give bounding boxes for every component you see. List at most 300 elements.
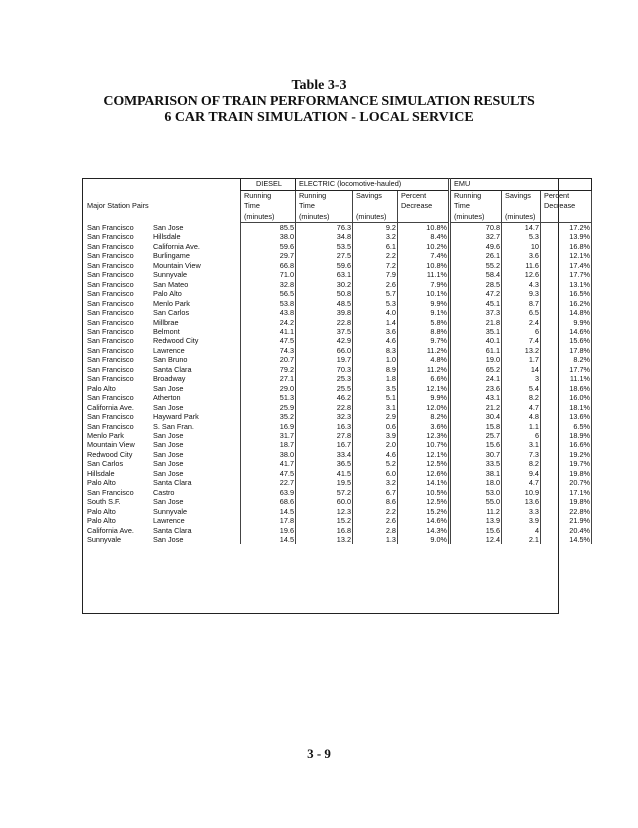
electric-savings: 3.9 [353, 431, 398, 440]
from-station: California Ave. [87, 402, 134, 412]
emu-savings: 1.7 [502, 355, 541, 364]
electric-running-time: 60.0 [296, 497, 353, 506]
electric-running-time: 76.3 [296, 223, 353, 233]
electric-percent-decrease: 10.8% [398, 223, 450, 233]
to-station: San Jose [153, 402, 184, 412]
diesel-running-time: 66.8 [241, 261, 296, 270]
electric-savings: 3.5 [353, 384, 398, 393]
emu-percent-decrease: 6.5% [541, 422, 592, 431]
electric-savings: 5.1 [353, 393, 398, 402]
emu-running-time: 70.8 [450, 223, 502, 233]
emu-time-header: Time [450, 201, 502, 212]
to-station: S. San Fran. [153, 421, 194, 431]
electric-percent-decrease: 10.5% [398, 488, 450, 497]
emu-percent-decrease: 11.1% [541, 374, 592, 383]
emu-savings: 13.6 [502, 497, 541, 506]
from-station: Redwood City [87, 449, 133, 459]
table-title: COMPARISON OF TRAIN PERFORMANCE SIMULATION RESULTS [103, 94, 535, 109]
electric-running-time: 27.5 [296, 251, 353, 260]
from-station: San Francisco [87, 232, 134, 242]
electric-percent-decrease: 3.6% [398, 422, 450, 431]
electric-running-time: 34.8 [296, 232, 353, 241]
electric-percent-decrease: 12.5% [398, 459, 450, 468]
electric-running-time: 25.3 [296, 374, 353, 383]
emu-running-time: 61.1 [450, 346, 502, 355]
diesel-running-time: 38.0 [241, 232, 296, 241]
emu-savings: 2.4 [502, 318, 541, 327]
emu-percent-decrease: 12.1% [541, 251, 592, 260]
to-station: Mountain View [153, 260, 201, 270]
diesel-running-time: 85.5 [241, 223, 296, 233]
electric-percent-decrease: 14.6% [398, 516, 450, 525]
emu-running-time: 55.2 [450, 261, 502, 270]
electric-running-time: 46.2 [296, 393, 353, 402]
diesel-running-time: 38.0 [241, 450, 296, 459]
table-row [86, 308, 592, 317]
electric-running-time: 63.1 [296, 270, 353, 279]
emu-running-time: 26.1 [450, 251, 502, 260]
emu-running-time: 21.2 [450, 403, 502, 412]
emu-running-time: 49.6 [450, 242, 502, 251]
from-station: San Francisco [87, 393, 134, 403]
electric-percent-decrease: 12.0% [398, 403, 450, 412]
emu-running-time: 28.5 [450, 280, 502, 289]
electric-savings: 7.9 [353, 270, 398, 279]
electric-savings: 6.0 [353, 469, 398, 478]
emu-savings: 8.2 [502, 459, 541, 468]
emu-percent-decrease: 17.2% [541, 223, 592, 233]
station-pairs-header: Major Station Pairs [87, 201, 149, 210]
to-station: Lawrence [153, 516, 185, 526]
electric-savings-header: Savings [353, 190, 398, 201]
diesel-minutes-header: (minutes) [241, 212, 296, 223]
electric-running-time: 50.8 [296, 289, 353, 298]
table-number: Table 3-3 [291, 78, 347, 93]
to-station: Castro [153, 487, 175, 497]
emu-savings: 11.6 [502, 261, 541, 270]
emu-percent-decrease: 8.2% [541, 355, 592, 364]
emu-savings: 7.3 [502, 450, 541, 459]
emu-savings: 12.6 [502, 270, 541, 279]
electric-running-time: 16.3 [296, 422, 353, 431]
table-row [86, 488, 592, 497]
electric-percent-decrease: 10.2% [398, 242, 450, 251]
electric-savings: 2.9 [353, 412, 398, 421]
emu-savings: 4.7 [502, 478, 541, 487]
table-row [86, 365, 592, 374]
diesel-running-time: 43.8 [241, 308, 296, 317]
electric-savings: 4.6 [353, 336, 398, 345]
emu-running-time: 43.1 [450, 393, 502, 402]
to-station: Millbrae [153, 317, 179, 327]
electric-savings: 5.2 [353, 459, 398, 468]
electric-percent-header: Percent [398, 190, 450, 201]
electric-decrease-header: Decrease [398, 201, 450, 212]
diesel-running-time: 74.3 [241, 346, 296, 355]
electric-running-time: 13.2 [296, 535, 353, 544]
table-row [86, 280, 592, 289]
to-station: San Jose [153, 440, 184, 450]
to-station: Belmont [153, 326, 180, 336]
emu-percent-decrease: 13.6% [541, 412, 592, 421]
emu-savings: 4 [502, 526, 541, 535]
diesel-running-time: 24.2 [241, 318, 296, 327]
diesel-running-time: 22.7 [241, 478, 296, 487]
diesel-running-time: 35.2 [241, 412, 296, 421]
electric-percent-decrease: 11.2% [398, 346, 450, 355]
from-station: San Carlos [87, 459, 124, 469]
diesel-running-time: 14.5 [241, 507, 296, 516]
emu-running-time: 24.1 [450, 374, 502, 383]
emu-running-time: 23.6 [450, 384, 502, 393]
table-row [86, 469, 592, 478]
table-row [86, 516, 592, 525]
diesel-running-time: 47.5 [241, 336, 296, 345]
table-row [86, 242, 592, 251]
electric-percent-decrease: 9.9% [398, 299, 450, 308]
emu-percent-decrease: 17.8% [541, 346, 592, 355]
electric-savings: 3.1 [353, 403, 398, 412]
emu-running-time: 33.5 [450, 459, 502, 468]
emu-percent-decrease: 16.6% [541, 440, 592, 449]
emu-savings: 4.8 [502, 412, 541, 421]
electric-running-time: 30.2 [296, 280, 353, 289]
emu-running-time: 15.6 [450, 440, 502, 449]
electric-percent-decrease: 8.8% [398, 327, 450, 336]
emu-percent-decrease: 13.9% [541, 232, 592, 241]
emu-running-time: 21.8 [450, 318, 502, 327]
table-row [86, 478, 592, 487]
table-row [86, 403, 592, 412]
electric-percent-decrease: 12.3% [398, 431, 450, 440]
electric-savings: 6.7 [353, 488, 398, 497]
table-row [86, 251, 592, 260]
electric-savings: 2.0 [353, 440, 398, 449]
diesel-running-time: 41.7 [241, 459, 296, 468]
emu-percent-decrease: 17.7% [541, 365, 592, 374]
to-station: San Bruno [153, 355, 188, 365]
to-station: San Jose [153, 459, 184, 469]
electric-percent-decrease: 12.6% [398, 469, 450, 478]
emu-savings: 9.4 [502, 469, 541, 478]
electric-savings: 2.6 [353, 280, 398, 289]
emu-savings: 14 [502, 365, 541, 374]
electric-savings: 0.6 [353, 422, 398, 431]
emu-savings: 10 [502, 242, 541, 251]
to-station: Santa Clara [153, 364, 192, 374]
electric-percent-decrease: 9.1% [398, 308, 450, 317]
electric-percent-decrease: 12.1% [398, 450, 450, 459]
electric-running-time: 66.0 [296, 346, 353, 355]
emu-running-time: 13.9 [450, 516, 502, 525]
diesel-group-header: DIESEL [241, 179, 296, 191]
emu-running-time: 19.0 [450, 355, 502, 364]
emu-percent-decrease: 19.8% [541, 469, 592, 478]
emu-percent-decrease: 18.1% [541, 403, 592, 412]
electric-savings: 2.2 [353, 251, 398, 260]
electric-savings: 2.8 [353, 526, 398, 535]
emu-running-time: 37.3 [450, 308, 502, 317]
emu-savings: 5.3 [502, 232, 541, 241]
table-subtitle: 6 CAR TRAIN SIMULATION - LOCAL SERVICE [164, 110, 474, 125]
emu-percent-decrease: 16.8% [541, 242, 592, 251]
electric-running-time: 33.4 [296, 450, 353, 459]
to-station: San Jose [153, 449, 184, 459]
from-station: Hillsdale [87, 468, 115, 478]
emu-savings: 6 [502, 327, 541, 336]
emu-savings: 5.4 [502, 384, 541, 393]
diesel-running-time: 56.5 [241, 289, 296, 298]
electric-savings: 9.2 [353, 223, 398, 233]
electric-percent-decrease: 10.8% [398, 261, 450, 270]
emu-percent-decrease: 19.8% [541, 497, 592, 506]
electric-savings: 4.6 [353, 450, 398, 459]
from-station: San Francisco [87, 374, 134, 384]
electric-savings: 5.7 [353, 289, 398, 298]
table-row [86, 431, 592, 440]
to-station: Atherton [153, 393, 181, 403]
electric-savings: 4.0 [353, 308, 398, 317]
electric-running-header: Running [296, 190, 353, 201]
from-station: Mountain View [87, 440, 135, 450]
to-station: Lawrence [153, 345, 185, 355]
table-row [86, 261, 592, 270]
emu-savings: 3 [502, 374, 541, 383]
from-station: San Francisco [87, 421, 134, 431]
table-row [86, 412, 592, 421]
table-row [86, 507, 592, 516]
to-station: San Jose [153, 383, 184, 393]
from-station: San Francisco [87, 289, 134, 299]
electric-percent-decrease: 10.7% [398, 440, 450, 449]
from-station: San Francisco [87, 355, 134, 365]
electric-percent-decrease: 9.7% [398, 336, 450, 345]
emu-running-time: 18.0 [450, 478, 502, 487]
from-station: San Francisco [87, 279, 134, 289]
page-number: 3 - 9 [307, 746, 331, 761]
table-row [86, 526, 592, 535]
electric-savings: 8.3 [353, 346, 398, 355]
from-station: San Francisco [87, 317, 134, 327]
diesel-running-time: 16.9 [241, 422, 296, 431]
table-row [86, 336, 592, 345]
from-station: California Ave. [87, 525, 134, 535]
emu-percent-decrease: 15.6% [541, 336, 592, 345]
electric-savings: 2.2 [353, 507, 398, 516]
emu-savings: 8.7 [502, 299, 541, 308]
emu-savings: 3.9 [502, 516, 541, 525]
emu-percent-decrease: 14.6% [541, 327, 592, 336]
emu-percent-decrease: 16.0% [541, 393, 592, 402]
electric-percent-decrease: 5.8% [398, 318, 450, 327]
emu-percent-decrease: 22.8% [541, 507, 592, 516]
table-row [86, 535, 592, 544]
emu-running-time: 38.1 [450, 469, 502, 478]
diesel-running-header: Running [241, 190, 296, 201]
electric-savings: 6.1 [353, 242, 398, 251]
emu-group-header: EMU [450, 179, 592, 191]
emu-savings: 13.2 [502, 346, 541, 355]
table-row [86, 232, 592, 241]
to-station: San Carlos [153, 308, 190, 318]
emu-running-time: 45.1 [450, 299, 502, 308]
electric-savings: 1.0 [353, 355, 398, 364]
results-table [86, 178, 592, 544]
electric-running-time: 36.5 [296, 459, 353, 468]
diesel-running-time: 32.8 [241, 280, 296, 289]
emu-running-time: 15.8 [450, 422, 502, 431]
emu-savings: 3.6 [502, 251, 541, 260]
emu-percent-decrease: 18.9% [541, 431, 592, 440]
electric-savings: 1.3 [353, 535, 398, 544]
to-station: Redwood City [153, 336, 199, 346]
electric-percent-decrease: 15.2% [398, 507, 450, 516]
from-station: San Francisco [87, 336, 134, 346]
emu-savings: 1.1 [502, 422, 541, 431]
diesel-running-time: 25.9 [241, 403, 296, 412]
electric-running-time: 37.5 [296, 327, 353, 336]
electric-savings: 5.3 [353, 299, 398, 308]
diesel-running-time: 31.7 [241, 431, 296, 440]
diesel-running-time: 51.3 [241, 393, 296, 402]
diesel-running-time: 29.7 [241, 251, 296, 260]
electric-running-time: 57.2 [296, 488, 353, 497]
emu-savings: 8.2 [502, 393, 541, 402]
emu-running-time: 53.0 [450, 488, 502, 497]
electric-group-header: ELECTRIC (locomotive-hauled) [296, 179, 450, 191]
emu-savings: 2.1 [502, 535, 541, 544]
emu-running-time: 25.7 [450, 431, 502, 440]
from-station: San Francisco [87, 251, 134, 261]
to-station: Burlingame [153, 251, 190, 261]
emu-percent-decrease: 19.2% [541, 450, 592, 459]
electric-savings: 3.2 [353, 478, 398, 487]
emu-percent-decrease: 21.9% [541, 516, 592, 525]
from-station: Palo Alto [87, 478, 116, 488]
table-row [86, 384, 592, 393]
diesel-running-time: 71.0 [241, 270, 296, 279]
emu-savings: 6 [502, 431, 541, 440]
electric-running-time: 48.5 [296, 299, 353, 308]
diesel-running-time: 59.6 [241, 242, 296, 251]
emu-decrease-header: Decrease [541, 201, 592, 212]
electric-percent-decrease: 7.4% [398, 251, 450, 260]
diesel-time-header: Time [241, 201, 296, 212]
emu-running-time: 58.4 [450, 270, 502, 279]
electric-running-time: 25.5 [296, 384, 353, 393]
to-station: Hillsdale [153, 232, 181, 242]
emu-percent-decrease: 16.5% [541, 289, 592, 298]
electric-running-time: 41.5 [296, 469, 353, 478]
electric-savings: 7.2 [353, 261, 398, 270]
electric-running-time: 19.5 [296, 478, 353, 487]
diesel-running-time: 41.1 [241, 327, 296, 336]
electric-savings: 8.9 [353, 365, 398, 374]
emu-percent-decrease: 20.4% [541, 526, 592, 535]
table-row [86, 459, 592, 468]
table-row [86, 299, 592, 308]
to-station: San Mateo [153, 279, 189, 289]
electric-savings: 3.6 [353, 327, 398, 336]
electric-running-time: 59.6 [296, 261, 353, 270]
electric-percent-decrease: 8.4% [398, 232, 450, 241]
electric-percent-decrease: 11.1% [398, 270, 450, 279]
emu-running-time: 55.0 [450, 497, 502, 506]
electric-savings: 3.2 [353, 232, 398, 241]
emu-percent-decrease: 14.5% [541, 535, 592, 544]
electric-running-time: 16.8 [296, 526, 353, 535]
emu-running-time: 47.2 [450, 289, 502, 298]
to-station: Broadway [153, 374, 186, 384]
table-row [86, 289, 592, 298]
diesel-running-time: 63.9 [241, 488, 296, 497]
emu-savings: 3.1 [502, 440, 541, 449]
emu-percent-decrease: 20.7% [541, 478, 592, 487]
electric-percent-decrease: 12.5% [398, 497, 450, 506]
electric-percent-decrease: 14.3% [398, 526, 450, 535]
electric-running-time: 12.3 [296, 507, 353, 516]
from-station: San Francisco [87, 364, 134, 374]
from-station: San Francisco [87, 412, 134, 422]
emu-savings: 9.3 [502, 289, 541, 298]
table-row [86, 393, 592, 402]
to-station: San Jose [153, 497, 184, 507]
electric-percent-decrease: 14.1% [398, 478, 450, 487]
electric-running-time: 15.2 [296, 516, 353, 525]
from-station: San Francisco [87, 345, 134, 355]
to-station: Santa Clara [153, 525, 192, 535]
from-station: San Francisco [87, 241, 134, 251]
emu-percent-header: Percent [541, 190, 592, 201]
table-row [86, 223, 592, 233]
electric-percent-decrease: 7.9% [398, 280, 450, 289]
to-station: Hayward Park [153, 412, 199, 422]
table-row [86, 327, 592, 336]
electric-savings: 1.8 [353, 374, 398, 383]
emu-running-time: 35.1 [450, 327, 502, 336]
emu-percent-decrease: 9.9% [541, 318, 592, 327]
diesel-running-time: 14.5 [241, 535, 296, 544]
electric-percent-decrease: 12.1% [398, 384, 450, 393]
table-row [86, 450, 592, 459]
electric-percent-decrease: 10.1% [398, 289, 450, 298]
electric-percent-decrease: 6.6% [398, 374, 450, 383]
from-station: San Francisco [87, 260, 134, 270]
diesel-running-time: 53.8 [241, 299, 296, 308]
table-row [86, 346, 592, 355]
to-station: San Jose [153, 430, 184, 440]
electric-savings-minutes-header: (minutes) [353, 212, 398, 223]
to-station: San Jose [153, 222, 184, 232]
emu-savings: 7.4 [502, 336, 541, 345]
electric-running-time: 16.7 [296, 440, 353, 449]
electric-time-header: Time [296, 201, 353, 212]
emu-running-time: 65.2 [450, 365, 502, 374]
emu-minutes-header: (minutes) [450, 212, 502, 223]
emu-savings: 4.7 [502, 403, 541, 412]
emu-percent-decrease: 16.2% [541, 299, 592, 308]
electric-percent-decrease: 9.9% [398, 393, 450, 402]
electric-savings: 8.6 [353, 497, 398, 506]
emu-percent-decrease: 18.6% [541, 384, 592, 393]
emu-savings-header: Savings [502, 190, 541, 201]
from-station: South S.F. [87, 497, 121, 507]
emu-percent-decrease: 17.1% [541, 488, 592, 497]
electric-savings: 2.6 [353, 516, 398, 525]
electric-running-time: 53.5 [296, 242, 353, 251]
to-station: Sunnyvale [153, 506, 188, 516]
electric-running-time: 22.8 [296, 403, 353, 412]
